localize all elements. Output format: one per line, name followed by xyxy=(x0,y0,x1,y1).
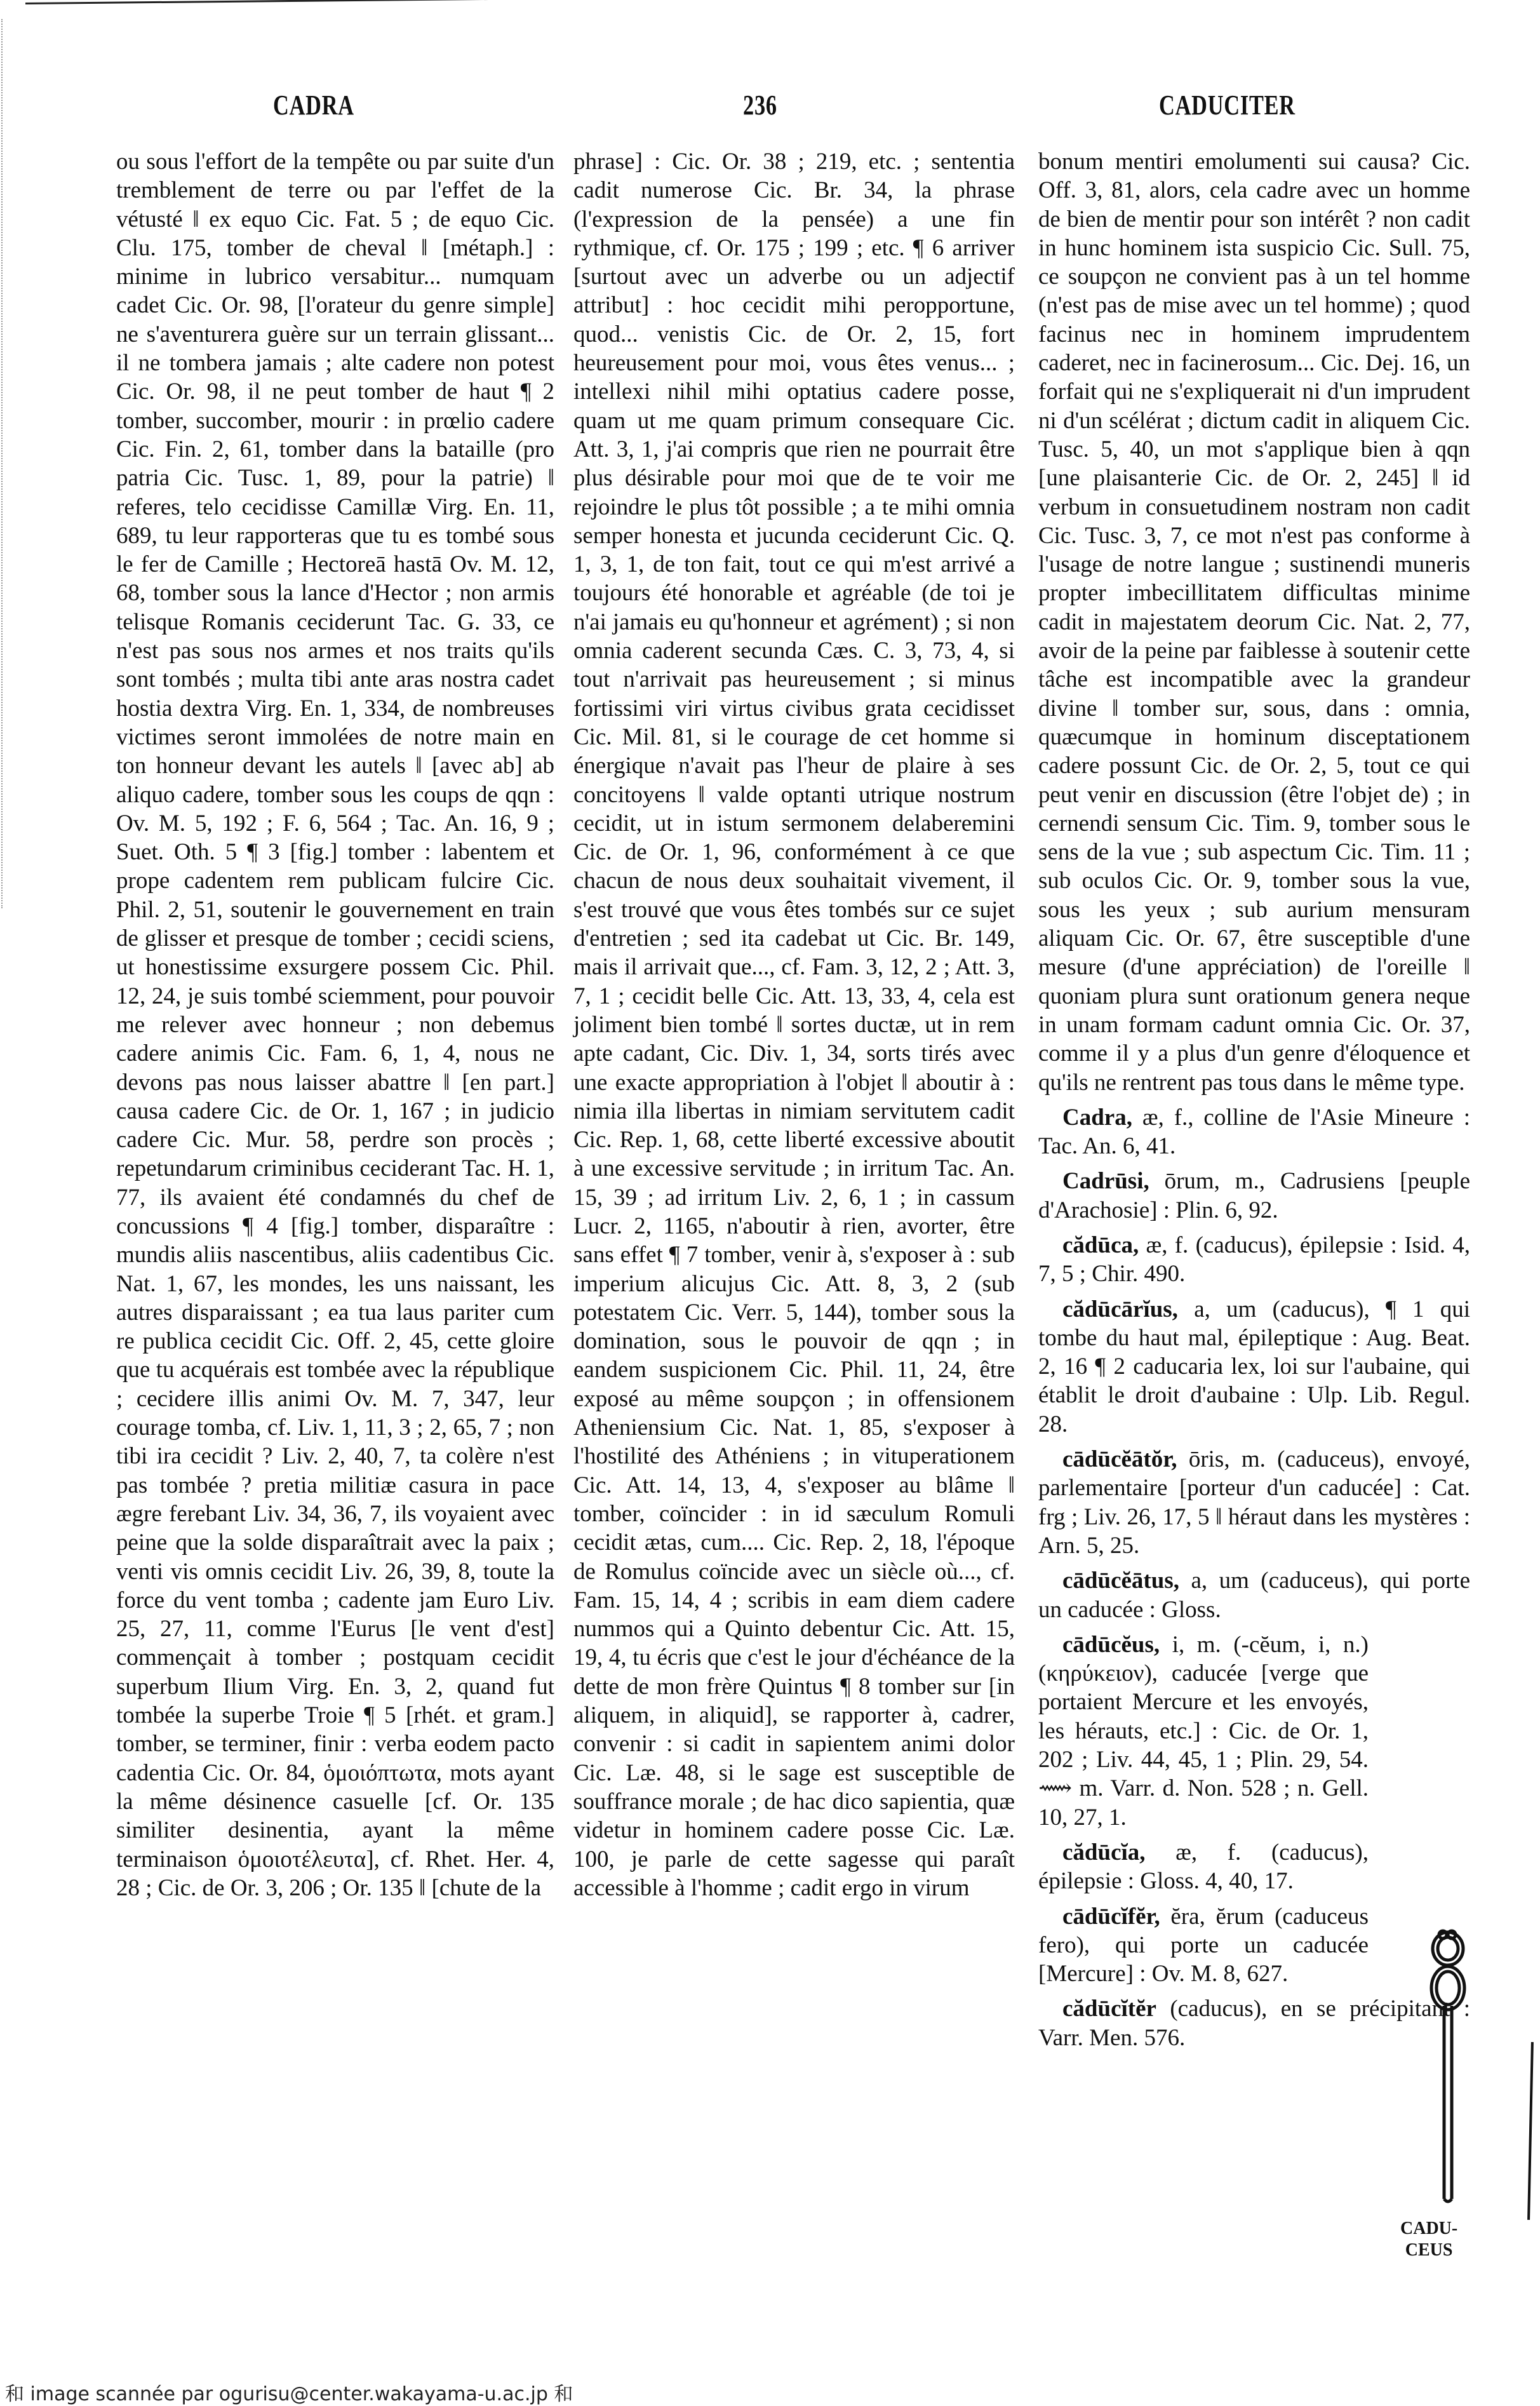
entry-body: ĕra, ĕrum (caduceus fero), qui porte un caducée [Mercure] : Ov. M. 8, 627. xyxy=(1038,1903,1369,1987)
column-1 xyxy=(116,147,554,1902)
dictionary-entry xyxy=(1038,1295,1470,1439)
dictionary-entry xyxy=(1038,1566,1470,1624)
entry-headword: cădūca, xyxy=(1062,1232,1139,1258)
entry-body: (caducus), en se précipitant : Varr. Men. 576. xyxy=(1038,1996,1471,2051)
entry-body: ōrum, m., Cadrusiens [peuple d'Arachosie] : Plin. 6, 92. xyxy=(1038,1168,1471,1223)
entry-body: æ, f. (caducus), épilepsie : Gloss. 4, 40, 17. xyxy=(1038,1839,1369,1895)
caption-line-1: CADU- xyxy=(1400,2219,1458,2238)
dictionary-entry xyxy=(1038,1994,1470,2052)
dictionary-entry xyxy=(1038,1838,1369,1896)
scan-right-edge xyxy=(1527,2042,1534,2220)
entry-body: æ, f. (caducus), épilepsie : Isid. 4, 7, 5 ; Chir. 490. xyxy=(1038,1232,1471,1287)
dictionary-entry xyxy=(1038,1630,1369,1832)
scan-left-edge xyxy=(1,19,3,908)
caduceus-illustration xyxy=(1423,1925,1473,2204)
caduceus-caption xyxy=(1400,2218,1457,2261)
entry-body: a, um (caducus), ¶ 1 qui tombe du haut mal, épileptique : Aug. Beat. 2, 16 ¶ 2 caducaria lex, loi sur l'aubaine, qui établit le droit d'aubaine : Ulp. Lib. Regul. 28. xyxy=(1038,1296,1470,1437)
entry-headword: Cadra, xyxy=(1062,1104,1132,1131)
dictionary-entry xyxy=(1038,1103,1470,1161)
scan-edge-line xyxy=(25,0,902,4)
entry-body: i, m. (-cĕum, i, n.) (κηρύκειον), caducée [verge que portaient Mercure et les envoyés, les hérauts, etc.] : Cic. de Or. 1, 202 ; Liv. 44, 45, 1 ; Plin. 29, 54. ⟿ m. Varr. d. Non. 528 ; n. Gell. 10, 27, 1. xyxy=(1038,1631,1369,1831)
page-number: 236 xyxy=(743,90,777,121)
entry-body: a, um (caduceus), qui porte un caducée : Gloss. xyxy=(1038,1568,1470,1623)
entry-body: ōris, m. (caduceus), envoyé, parlementaire [porteur d'un caducée] : Cat. frg ; Liv. 26, 17, 5 ‖ héraut dans les mystères : Arn. 5, 25. xyxy=(1038,1446,1470,1559)
caption-line-2: CEUS xyxy=(1405,2240,1453,2260)
column-3 xyxy=(1038,147,1470,2052)
dictionary-entry xyxy=(1038,1231,1470,1289)
entry-headword: cādūcĭfĕr, xyxy=(1062,1903,1160,1930)
entry-headword: cādūcĕātŏr, xyxy=(1062,1446,1177,1473)
column-3-text: bonum mentiri emolumenti sui causa? Cic. Off. 3, 81, alors, cela cadre avec un homme de bien de mentir pour son intérêt ? non cadit in hunc hominem ista suspicio Cic. Sull. 75, ce soupçon ne convient pas à un tel homme (n'est pas de mise avec un tel homme) ; quod facinus nec in hominem imprudentem caderet, nec in facinerosum... Cic. Dej. 16, un forfait qui ne s'expliquerait ni d'un imprudent ni d'un scélérat ; dictum cadit in aliquem Cic. Tusc. 5, 40, un mot s'applique bien à qqn [une plaisanterie Cic. de Or. 2, 245] ‖ id verbum in consuetudinem nostram non cadit Cic. Tusc. 3, 7, ce mot n'est pas conforme à l'usage de notre langue ; sustinendi muneris propter imbecillitatem difficultas minime cadit in majestatem deorum Cic. Nat. 2, 77, avoir de la peine par faiblesse à soutenir cette tâche est incompatible avec la grandeur divine ‖ tomber sur, sous, dans : omnia, quæcumque in hominum disceptationem cadere possunt Cic. de Or. 2, 5, tout ce qui peut venir en discussion (être l'objet de) ; in cernendi sensum Cic. Tim. 9, tomber sous le sens de la vue ; sub aspectum Cic. Tim. 11 ; sub oculos Cic. Or. 9, tomber sous la vue, sous les yeux ; sub aurium mensuram aliquam Cic. Or. 67, être susceptible d'une mesure (d'une appréciation) de l'oreille ‖ quoniam plura sunt orationum genera neque in unam formam cadunt omnia Cic. Or. 37, comme il y a plus d'un genre d'éloquence et qu'ils ne rentrent pas tous dans le même type. xyxy=(1038,149,1470,1096)
column-2 xyxy=(573,147,1015,1902)
scan-credit-footer: 和 image scannée par ogurisu@center.wakayama-u.ac.jp 和 xyxy=(5,2383,573,2405)
entry-body: æ, f., colline de l'Asie Mineure : Tac. An. 6, 41. xyxy=(1038,1104,1471,1160)
dictionary-entry xyxy=(1038,1902,1369,1989)
entry-headword: cādūcĕātus, xyxy=(1062,1568,1179,1594)
entry-headword: cādūcĕus, xyxy=(1062,1631,1160,1658)
left-guide-word: CADRA xyxy=(273,90,354,121)
dictionary-entry xyxy=(1038,1167,1470,1225)
dictionary-entry xyxy=(1038,1445,1470,1560)
entry-headword: Cadrūsi, xyxy=(1062,1168,1149,1195)
right-guide-word: CADUCITER xyxy=(1159,90,1296,121)
column-2-text: phrase] : Cic. Or. 38 ; 219, etc. ; sententia cadit numerose Cic. Br. 34, la phrase (l'expression de la pensée) a une fin rythmique, cf. Or. 175 ; 199 ; etc. ¶ 6 arriver [surtout avec un adverbe ou un adjectif attribut] : hoc cecidit mihi peropportune, quod... venistis Cic. de Or. 2, 15, fort heureusement pour moi, vous êtes venus... ; intellexi nihil mihi optatius cadere posse, quam ut me quam primum consequare Cic. Att. 3, 1, j'ai compris que rien ne pourrait être plus désirable pour moi que de te voir me rejoindre le plus tôt possible ; a te mihi omnia semper honesta et jucunda ceciderunt Cic. Q. 1, 3, 1, de ton fait, tout ce qui m'est arrivé a toujours été honorable et agréable (de toi je n'ai jamais eu qu'honneur et agrément) ; si non omnia caderent secunda Cæs. C. 3, 73, 4, si tout n'arrivait pas heureusement ; si minus fortissimi viri virtus civibus grata cecidisset Cic. Mil. 81, si le courage de cet homme si énergique n'avait pas l'heur de plaire à ses concitoyens ‖ valde optanti utrique nostrum cecidit, ut in istum sermonem delaberemini Cic. de Or. 1, 96, conformément à ce que chacun de nous deux souhaitait vivement, il s'est trouvé que vous êtes tombés sur ce sujet d'entretien ; sed ita cadebat ut Cic. Br. 149, mais il arrivait que..., cf. Fam. 3, 12, 2 ; Att. 3, 7, 1 ; cecidit belle Cic. Att. 13, 33, 4, cela est joliment bien tombé ‖ sortes ductæ, ut in rem apte cadant, Cic. Div. 1, 34, sorts tirés avec une exacte appropriation à l'objet ‖ aboutir à : nimia illa libertas in nimiam servitutem cadit Cic. Rep. 1, 68, cette liberté excessive aboutit à une excessive servitude ; in irritum Tac. An. 15, 39 ; ad irritum Liv. 2, 6, 1 ; in cassum Lucr. 2, 1165, n'aboutir à rien, avorter, être sans effet ¶ 7 tomber, venir à, s'exposer à : sub imperium alicujus Cic. Att. 8, 3, 2 (sub potestatem Cic. Verr. 5, 144), tomber sous la domination, sous le pouvoir de qqn ; in eandem suspicionem Cic. Phil. 11, 24, être exposé au même soupçon ; in offensionem Atheniensium Cic. Nat. 1, 85, s'exposer à l'hostilité des Athéniens ; in vituperationem Cic. Att. 14, 13, 4, s'exposer au blâme ‖ tomber, coïncider : in id sæculum Romuli cecidit ætas, cum.... Cic. Rep. 2, 18, l'époque de Romulus coïncide avec un siècle où..., cf. Fam. 15, 14, 4 ; scribis in eam diem cadere nummos qui a Quinto debentur Cic. Att. 15, 19, 4, tu écris que c'est le jour d'échéance de la dette de mon frère Quintus ¶ 8 tomber sur [in aliquem, in aliquid], se rapporter à, cadrer, convenir : si cadit in sapientem animi dolor Cic. Læ. 48, si le sage est susceptible de souffrance morale ; de hac dico sapientia, quæ videtur in hominem cadere posse Cic. Læ. 100, je parle de cette sagesse qui paraît accessible à l'homme ; cadit ergo in virum xyxy=(573,149,1015,1901)
entry-headword: cădūcĭtĕr xyxy=(1062,1996,1156,2022)
entry-headword: cădūcārĭus, xyxy=(1062,1296,1178,1322)
entry-headword: cădūcĭa, xyxy=(1062,1839,1146,1865)
column-1-text: ou sous l'effort de la tempête ou par suite d'un tremblement de terre ou par l'effet de la vétusté ‖ ex equo Cic. Fat. 5 ; de equo Cic. Clu. 175, tomber de cheval ‖ [métaph.] : minime in lubrico versabitur... numquam cadet Cic. Or. 98, [l'orateur du genre simple] ne s'aventurera guère sur un terrain glissant... il ne tombera jamais ; alte cadere non potest Cic. Or. 98, il ne peut tomber de haut ¶ 2 tomber, succomber, mourir : in prœlio cadere Cic. Fin. 2, 61, tomber dans la bataille (pro patria Cic. Tusc. 1, 89, pour la patrie) ‖ referes, telo cecidisse Camillæ Virg. En. 11, 689, tu leur rapporteras que tu es tombé sous le fer de Camille ; Hectoreā hastā Ov. M. 12, 68, tomber sous la lance d'Hector ; non armis telisque Romanis ceciderunt Tac. G. 33, ce n'est pas sous nos armes et nos traits qu'ils sont tombés ; multa tibi ante aras nostra cadet hostia dextra Virg. En. 1, 334, de nombreuses victimes seront immolées de notre main en ton honneur devant les autels ‖ [avec ab] ab aliquo cadere, tomber sous les coups de qqn : Ov. M. 5, 192 ; F. 6, 564 ; Tac. An. 16, 9 ; Suet. Oth. 5 ¶ 3 [fig.] tomber : labentem et prope cadentem rem publicam fulcire Cic. Phil. 2, 51, soutenir le gouvernement en train de glisser et presque de tomber ; cecidi sciens, ut honestissime exsurgere possem Cic. Phil. 12, 24, je suis tombé sciemment, pour pouvoir me relever avec honneur ; non debemus cadere animis Cic. Fam. 6, 1, 4, nous ne devons pas nous laisser abattre ‖ [en part.] causa cadere Cic. de Or. 1, 167 ; in judicio cadere Cic. Mur. 58, perdre son procès ; repetundarum criminibus ceciderant Tac. H. 1, 77, ils avaient été condamnés du chef de concussions ¶ 4 [fig.] tomber, disparaître : mundis aliis nascentibus, aliis cadentibus Cic. Nat. 1, 67, les mondes, les uns naissant, les autres disparaissant ; ea tua laus pariter cum re publica cecidit Cic. Off. 2, 45, cette gloire que tu acquérais est tombée avec la république ; cecidere illis animi Ov. M. 7, 347, leur courage tomba, cf. Liv. 1, 11, 3 ; 2, 65, 7 ; non tibi ira cecidit ? Liv. 2, 40, 7, ta colère n'est pas tombée ? pretia militiæ casura in pace ægre ferebant Liv. 34, 36, 7, ils voyaient avec peine que la solde disparaîtrait avec la paix ; venti vis omnis cecidit Liv. 26, 39, 8, toute la force du vent tomba ; cadente jam Euro Liv. 25, 27, 11, comme l'Eurus [le vent d'est] commençait à tomber ; postquam cecidit superbum Ilium Virg. En. 3, 2, quand fut tombée la superbe Troie ¶ 5 [rhét. et gram.] tomber, se terminer, finir : verba eodem pacto cadentia Cic. Or. 84, ὁμοιόπτωτα, mots ayant la même désinence casuelle [cf. Or. 135 similiter desinentia, ayant la même terminaison ὁμοιοτέλευτα], cf. Rhet. Her. 4, 28 ; Cic. de Or. 3, 206 ; Or. 135 ‖ [chute de la xyxy=(116,149,554,1901)
